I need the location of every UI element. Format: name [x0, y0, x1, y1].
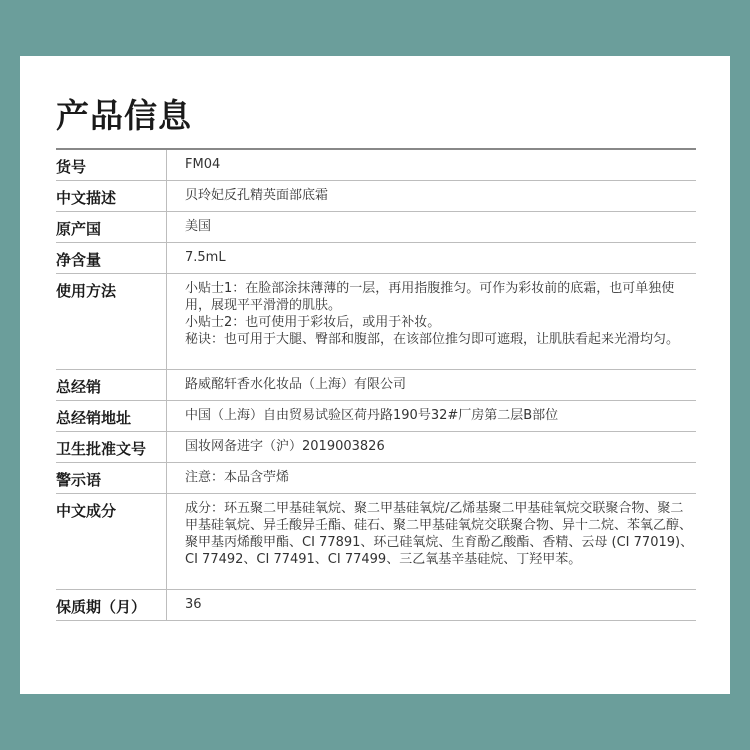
- product-spec-table: [56, 148, 696, 621]
- row-label: 卫生批准文号: [56, 431, 167, 462]
- row-value: 注意：本品含苧烯: [185, 469, 290, 485]
- row-label: 总经销: [56, 369, 167, 400]
- row-label: 中文描述: [56, 180, 167, 211]
- row-value: 中国（上海）自由贸易试验区荷丹路190号32#厂房第二层B部位: [185, 407, 559, 423]
- row-label: 净含量: [56, 242, 167, 273]
- usage-tip-1: 小贴士1：在脸部涂抹薄薄的一层，再用指腹推匀。可作为彩妆前的底霜，也可单独使用，展现平平滑滑的肌肤。: [185, 280, 675, 313]
- row-value: [167, 273, 697, 369]
- row-value: 7.5mL: [185, 249, 226, 265]
- table-row-shelf-life: [56, 589, 696, 620]
- row-label: 警示语: [56, 462, 167, 493]
- table-row-distributor: [56, 369, 696, 400]
- row-value: 美国: [185, 218, 212, 234]
- row-label: 保质期（月）: [56, 589, 167, 620]
- row-value: 成分：环五聚二甲基硅氧烷、聚二甲基硅氧烷/乙烯基聚二甲基硅氧烷交联聚合物、聚二甲基硅氧烷、异壬酸异壬酯、硅石、聚二甲基硅氧烷交联聚合物、异十二烷、苯氧乙醇、聚甲基丙烯酸甲酯、CI 77891、环己硅氧烷、生育酚乙酸酯、香精、云母 (CI 77019)、CI 77492、CI 77491、CI 77499、三乙氧基辛基硅烷、丁羟甲苯。: [185, 500, 694, 567]
- row-label: 使用方法: [56, 273, 167, 369]
- table-row-warning: [56, 462, 696, 493]
- table-row-approval-number: [56, 431, 696, 462]
- table-row-net-content: [56, 242, 696, 273]
- row-label: 总经销地址: [56, 400, 167, 431]
- page-title: 产品信息: [56, 96, 192, 135]
- table-row-usage: [56, 273, 696, 369]
- table-row-distributor-address: [56, 400, 696, 431]
- row-value: 国妆网备进字（沪）2019003826: [185, 438, 385, 454]
- row-value: 路威酩轩香水化妆品（上海）有限公司: [185, 376, 407, 392]
- row-value: 36: [185, 596, 202, 612]
- usage-secret: 秘诀：也可用于大腿、臀部和腹部，在该部位推匀即可遮瑕，让肌肤看起来光滑均匀。: [185, 331, 680, 347]
- product-info-card: [20, 56, 730, 694]
- row-value: 贝玲妃反孔精英面部底霜: [185, 187, 329, 203]
- row-value: FM04: [185, 157, 221, 172]
- row-label: 货号: [56, 149, 167, 180]
- table-row-item-number: [56, 149, 696, 180]
- table-row-description: [56, 180, 696, 211]
- row-label: 中文成分: [56, 493, 167, 589]
- usage-tip-2: 小贴士2：也可使用于彩妆后，或用于补妆。: [185, 314, 441, 330]
- table-row-ingredients: [56, 493, 696, 589]
- row-label: 原产国: [56, 211, 167, 242]
- table-row-origin: [56, 211, 696, 242]
